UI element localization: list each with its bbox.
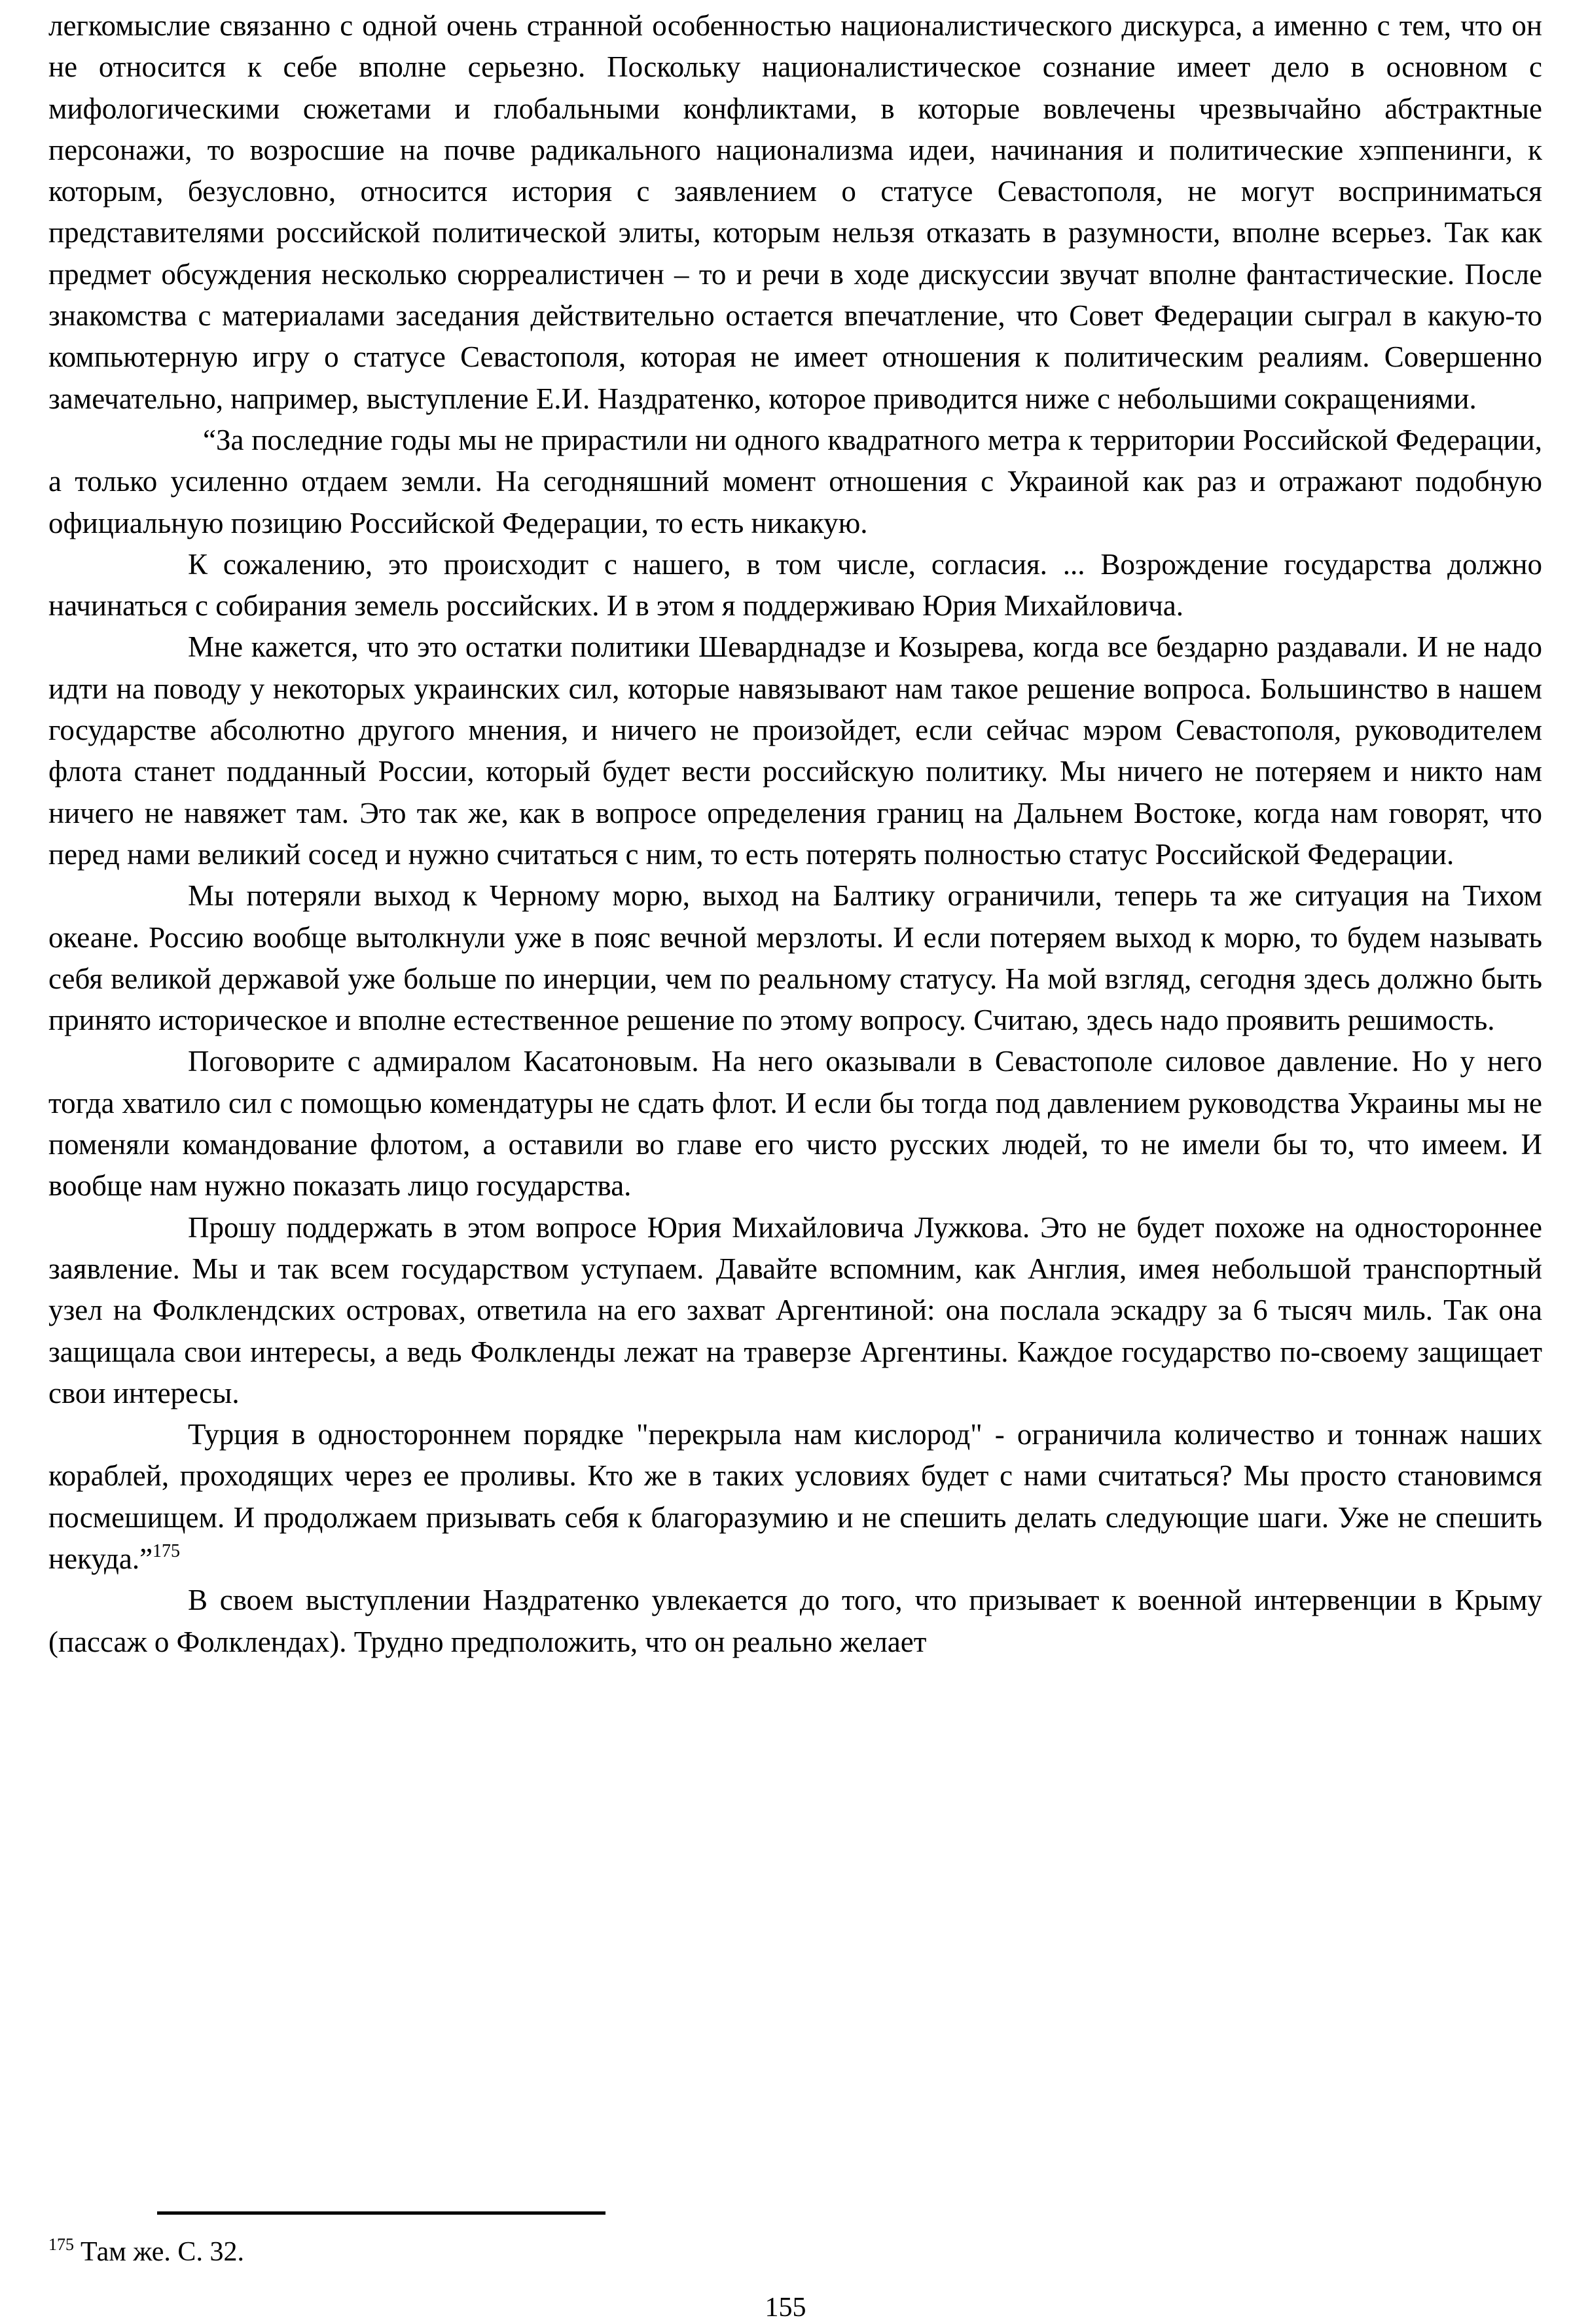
body-text (48, 5, 1542, 1663)
quote-paragraph: “За последние годы мы не прирастили ни одного квадратного метра к территории Российской Федерации, а только усиленно отдаем земли. На сегодняшний момент отношения с Украиной как раз и отражают подобную официальную позицию Российской Федерации, то есть никакую. (48, 423, 1542, 539)
paragraph: легкомыслие связанно с одной очень странной особенностью националистического дискурса, а именно с тем, что он не относится к себе вполне серьезно. Поскольку националистическое сознание имеет дело в основном с мифологическими сюжетами и глобальными конфликтами, в которые вовлечены чрезвычайно абстрактные персонажи, то возросшие на почве радикального национализма идеи, начинания и политические хэппенинги, к которым, безусловно, относится история с заявлением о статусе Севастополя, не могут восприниматься представителями российской политической элиты, которым нельзя отказать в разумности, вполне всерьез. Так как предмет обсуждения несколько сюрреалистичен – то и речи в ходе дискуссии звучат вполне фантастические. После знакомства с материалами заседания действительно остается впечатление, что Совет Федерации сыграл в какую-то компьютерную игру о статусе Севастополя, которая не имеет отношения к политическим реалиям. Совершенно замечательно, например, выступление Е.И. Наздратенко, которое приводится ниже с небольшими сокращениями. (48, 9, 1542, 415)
footnote-reference[interactable]: 175 (153, 1540, 181, 1561)
paragraph: Мы потеряли выход к Черному морю, выход на Балтику ограничили, теперь та же ситуация на Тихом океане. Россию вообще вытолкнули уже в пояс вечной мерзлоты. И если потеряем выход к морю, то будем называть себя великой державой уже больше по инерции, чем по реальному статусу. На мой взгляд, сегодня здесь должно быть принято историческое и вполне естественное решение по этому вопросу. Считаю, здесь надо проявить решимость. (48, 879, 1542, 1037)
paragraph: В своем выступлении Наздратенко увлекается до того, что призывает к военной интервенции в Крыму (пассаж о Фолклендах). Трудно предположить, что он реально желает (48, 1584, 1542, 1658)
paragraph: К сожалению, это происходит с нашего, в том числе, согласия. ... Возрождение государства должно начинаться с собирания земель российских. И в этом я поддерживаю Юрия Михайловича. (48, 547, 1542, 623)
footnote (48, 2232, 244, 2272)
page-number: 155 (765, 2293, 806, 2323)
paragraph-with-footnote (48, 1414, 1542, 1580)
paragraph: Поговорите с адмиралом Касатоновым. На него оказывали в Севастополе силовое давление. Но у него тогда хватило сил с помощью комендатуры не сдать флот. И если бы тогда под давлением руководства Украины мы не поменяли командование флотом, а оставили во главе его чисто русских людей, то не имели бы то, что имеем. И вообще нам нужно показать лицо государства. (48, 1045, 1542, 1203)
footnote-number: 175 (48, 2235, 74, 2254)
footnote-separator (157, 2211, 605, 2215)
paragraph: Прошу поддержать в этом вопросе Юрия Михайловича Лужкова. Это не будет похоже на одностороннее заявление. Мы и так всем государством уступаем. Давайте вспомним, как Англия, имея небольшой транспортный узел на Фолклендских островах, ответила на его захват Аргентиной: она послала эскадру за 6 тысяч миль. Так она защищала свои интересы, а ведь Фолкленды лежат на траверзе Аргентины. Каждое государство по-своему защищает свои интересы. (48, 1210, 1542, 1409)
paragraph: Мне кажется, что это остатки политики Шеварднадзе и Козырева, когда все бездарно раздавали. И не надо идти на поводу у некоторых украинских сил, которые навязывают нам такое решение вопроса. Большинство в нашем государстве абсолютно другого мнения, и ничего не произойдет, если сейчас мэром Севастополя, руководителем флота станет подданный России, который будет вести российскую политику. Мы ничего не потеряем и никто нам ничего не навяжет там. Это так же, как в вопросе определения границ на Дальнем Востоке, когда нам говорят, что перед нами великий сосед и нужно считаться с ним, то есть потерять полностью статус Российской Федерации. (48, 630, 1542, 871)
paragraph-text: Турция в одностороннем порядке "перекрыла нам кислород" - ограничила количество и тоннаж наших кораблей, проходящих через ее проливы. Кто же в таких условиях будет с нами считаться? Мы просто становимся посмешищем. И продолжаем призывать себя к благоразумию и не спешить делать следующие шаги. Уже не спешить некуда.” (48, 1418, 1542, 1575)
footnote-text: Там же. С. 32. (81, 2237, 244, 2267)
